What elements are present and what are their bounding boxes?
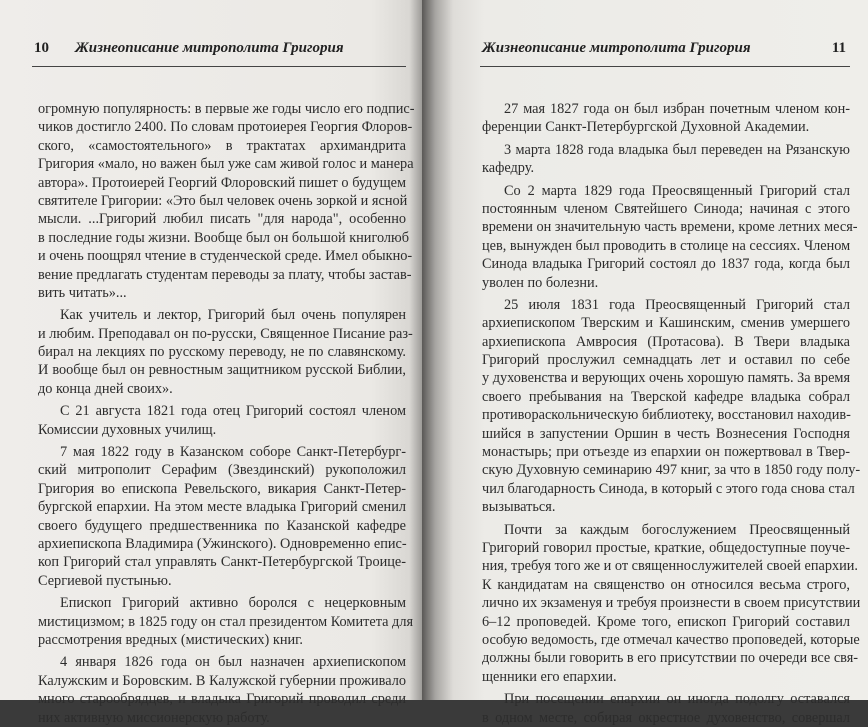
- text-line: и любим. Преподавал он по-русски, Священное Писание раз-: [38, 325, 413, 342]
- text-line: ский митрополит Серафим (Звездинский) рукоположил: [38, 462, 406, 479]
- left-page: [0, 0, 422, 726]
- text-line: особую ведомость, где отмечал качество проповедей, которые: [482, 631, 860, 648]
- text-line: противораскольническую библиотеку, восстановил находив-: [482, 407, 851, 424]
- text-line: архиепископом Тверским и Кашинским, сменив умершего: [482, 315, 850, 332]
- text-line: коп Григорий стал управлять Санкт-Петербургской Троице-: [38, 554, 406, 571]
- text-line: вызываться.: [482, 499, 556, 516]
- text-line: мысли. ...Григорий любил писать "для народа", особенно: [38, 211, 406, 228]
- text-line: 27 мая 1827 года он был избран почетным членом кон-: [504, 101, 850, 117]
- text-line: в одном месте, собирая окрестное духовенство, совершал: [482, 709, 850, 726]
- text-line: Со 2 марта 1829 года Преосвященный Григорий стал: [504, 182, 850, 199]
- left-header-rule: [32, 66, 406, 67]
- text-line: уволен по болезни.: [482, 274, 599, 291]
- text-line: до конца дней своих».: [38, 380, 173, 397]
- right-page: [422, 0, 868, 726]
- text-line: у духовенства и верующих очень хорошую память. За время: [482, 370, 851, 387]
- text-line: Григория «мало, но важен был уже сам живой голос и манера: [38, 156, 414, 173]
- text-line: 6–12 проповедей. Кроме того, епископ Григорий составил: [482, 613, 850, 630]
- text-line: Григория во епископа Ревельского, викария Санкт-Петер-: [38, 480, 406, 497]
- text-line: постоянным членом Святейшего Синода; начиная с этого: [482, 200, 850, 217]
- text-line: много старообрядцев, и владыка Григорий проводил среди: [38, 691, 406, 708]
- text-line: чил благодарность Синода, в который с этого года снова стал: [482, 480, 855, 497]
- text-line: архиепископа Амвросия (Протасова). В Твери владыка: [482, 333, 850, 350]
- text-line: ского, «самостоятельного» в трактатах архимандрита: [38, 137, 406, 154]
- text-line: должны были говорить в его присутствии по очереди все свя-: [482, 650, 859, 667]
- text-line: 7 мая 1822 году в Казанском соборе Санкт-Петербург-: [60, 444, 406, 461]
- left-body-text: [38, 100, 415, 727]
- text-line: кафедру.: [482, 160, 535, 177]
- left-page-header: [34, 40, 404, 60]
- text-line: К кандидатам на священство он относился весьма строго,: [482, 576, 850, 593]
- text-line: Калужским и Боровским. В Калужской губернии проживало: [38, 672, 406, 689]
- text-line: лично их экзаменуя и требуя произнести в своем присутствии: [482, 595, 861, 612]
- text-line: При посещении епархии он иногда подолгу оставался: [504, 691, 850, 708]
- text-line: Комиссии духовных училищ.: [38, 421, 217, 438]
- left-running-title: Жизнеописание митрополита Григория: [75, 40, 344, 56]
- text-line: чиков достигло 2400. По словам протоиерея Георгия Флоров-: [38, 119, 413, 136]
- text-line: цев, вынужден был проводить в столице на сессиях. Членом: [482, 237, 851, 254]
- text-line: Григорий говорил простые, краткие, общедоступные поуче-: [482, 539, 850, 556]
- text-line: бургской епархии. На этом месте владыка Григорий сменил: [38, 499, 406, 516]
- text-line: скую Духовную семинарию 497 книг, за что в 1850 году полу-: [482, 462, 861, 479]
- text-line: Почти за каждым богослужением Преосвященный: [504, 521, 850, 538]
- text-line: Епископ Григорий активно боролся с нецерковным: [60, 595, 406, 612]
- text-line: шийся в запустении Оршин в честь Вознесения Господня: [482, 425, 850, 442]
- right-page-number: 11: [831, 40, 846, 56]
- text-line: вение предлагать студентам переводы за плату, чтобы застав-: [38, 266, 412, 283]
- text-line: времени он значительную часть времени, кроме летних меся-: [482, 219, 858, 236]
- text-line: в последние годы жизни. Вообще был он большой книголюб: [38, 229, 410, 246]
- text-line: щенники его епархии.: [482, 668, 617, 685]
- text-line: монастырь; при отъезде из епархии он пожертвовал в Твер-: [482, 444, 850, 461]
- text-line: Как учитель и лектор, Григорий был очень популярен: [60, 307, 406, 324]
- text-line: архиепископа Владимира (Ужинского). Одновременно епис-: [38, 535, 407, 552]
- text-line: святителе Григории: «Это был человек очень зоркой и ясной: [38, 192, 408, 209]
- text-line: рассмотрения вредных (мистических) книг.: [38, 631, 303, 648]
- text-line: И вообще был он ревностным защитником русской Библии,: [38, 362, 406, 379]
- left-page-number: 10: [34, 40, 49, 56]
- text-line: 3 марта 1828 года владыка был переведен на Рязанскую: [504, 141, 850, 158]
- text-line: Григорий прослужил семнадцать лет и оставил по себе: [482, 352, 850, 369]
- text-line: 25 июля 1831 года Преосвященный Григорий стал: [504, 296, 850, 313]
- text-line: 4 января 1826 года он был назначен архиепископом: [60, 654, 406, 671]
- text-line: автора». Протоиерей Георгий Флоровский пишет о будущем: [38, 174, 406, 191]
- right-header-rule: [480, 66, 850, 67]
- text-line: своего будущего предшественника по Казанской кафедре: [38, 517, 406, 534]
- text-line: ференции Санкт-Петербургской Духовной Академии.: [482, 119, 810, 136]
- right-body-text: [482, 100, 861, 727]
- text-line: Сергиевой пустынью.: [38, 572, 172, 589]
- text-line: огромную популярность: в первые же годы число его подпис-: [38, 101, 415, 117]
- text-line: бирал на лекциях по русскому переводу, не по славянскому.: [38, 344, 406, 361]
- right-running-title: Жизнеописание митрополита Григория: [482, 40, 751, 56]
- text-line: них активную миссионерскую работу.: [38, 709, 270, 726]
- text-line: и очень поощрял чтение в студенческой среде. Имел обыкно-: [38, 248, 413, 265]
- right-page-header: [482, 40, 848, 60]
- text-line: вить читать»...: [38, 284, 127, 301]
- text-line: Синода владыка Григорий состоял до 1837 года, когда был: [482, 256, 850, 273]
- text-line: ния, требуя того же и от священнослужителей своей епархии.: [482, 558, 858, 575]
- text-line: мистицизмом; в 1825 году он стал президентом Комитета для: [38, 613, 414, 630]
- text-line: С 21 августа 1821 года отец Григорий состоял членом: [60, 403, 406, 420]
- text-line: своего пребывания на Тверской кафедре владыка собрал: [482, 388, 850, 405]
